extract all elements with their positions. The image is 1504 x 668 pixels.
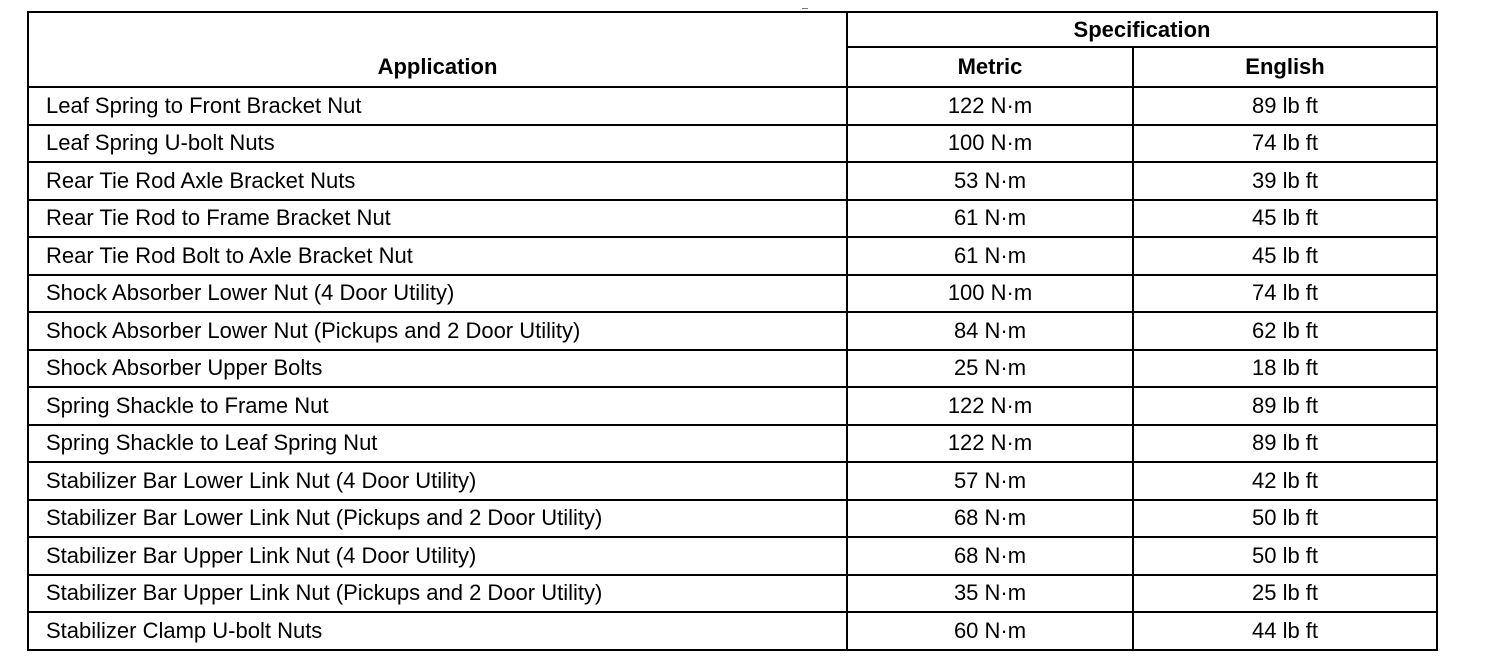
application-cell: Shock Absorber Lower Nut (4 Door Utility) — [28, 275, 847, 313]
table-row — [28, 350, 1437, 388]
application-cell: Rear Tie Rod Axle Bracket Nuts — [28, 162, 847, 200]
english-value-cell: 45 lb ft — [1133, 237, 1437, 275]
metric-value-cell: 68 N·m — [847, 537, 1133, 575]
table-row — [28, 575, 1437, 613]
english-value-cell: 50 lb ft — [1133, 537, 1437, 575]
english-value-cell: 89 lb ft — [1133, 425, 1437, 463]
english-value-cell: 18 lb ft — [1133, 350, 1437, 388]
metric-value-cell: 60 N·m — [847, 612, 1133, 650]
english-value-cell: 62 lb ft — [1133, 312, 1437, 350]
metric-value-cell: 35 N·m — [847, 575, 1133, 613]
application-header: Application — [28, 12, 847, 87]
metric-value-cell: 122 N·m — [847, 387, 1133, 425]
english-value-cell: 89 lb ft — [1133, 387, 1437, 425]
application-cell: Stabilizer Bar Upper Link Nut (4 Door Utility) — [28, 537, 847, 575]
application-cell: Spring Shackle to Frame Nut — [28, 387, 847, 425]
english-value-cell: 74 lb ft — [1133, 125, 1437, 163]
application-cell: Shock Absorber Lower Nut (Pickups and 2 Door Utility) — [28, 312, 847, 350]
english-value-cell: 25 lb ft — [1133, 575, 1437, 613]
metric-header: Metric — [847, 47, 1133, 87]
metric-value-cell: 122 N·m — [847, 87, 1133, 125]
metric-value-cell: 61 N·m — [847, 200, 1133, 238]
table-row — [28, 537, 1437, 575]
application-cell: Stabilizer Bar Upper Link Nut (Pickups and 2 Door Utility) — [28, 575, 847, 613]
english-header: English — [1133, 47, 1437, 87]
application-cell: Stabilizer Bar Lower Link Nut (4 Door Utility) — [28, 462, 847, 500]
table-row — [28, 612, 1437, 650]
application-cell: Rear Tie Rod Bolt to Axle Bracket Nut — [28, 237, 847, 275]
table-header — [28, 12, 1437, 87]
metric-value-cell: 84 N·m — [847, 312, 1133, 350]
application-cell: Leaf Spring U-bolt Nuts — [28, 125, 847, 163]
table-row — [28, 237, 1437, 275]
english-value-cell: 39 lb ft — [1133, 162, 1437, 200]
table-row — [28, 87, 1437, 125]
metric-value-cell: 25 N·m — [847, 350, 1133, 388]
english-value-cell: 89 lb ft — [1133, 87, 1437, 125]
metric-value-cell: 68 N·m — [847, 500, 1133, 538]
application-cell: Rear Tie Rod to Frame Bracket Nut — [28, 200, 847, 238]
table-row — [28, 275, 1437, 313]
application-cell: Shock Absorber Upper Bolts — [28, 350, 847, 388]
english-value-cell: 74 lb ft — [1133, 275, 1437, 313]
metric-value-cell: 53 N·m — [847, 162, 1133, 200]
english-value-cell: 42 lb ft — [1133, 462, 1437, 500]
metric-value-cell: 100 N·m — [847, 275, 1133, 313]
metric-value-cell: 122 N·m — [847, 425, 1133, 463]
scan-mark — [802, 8, 808, 9]
application-cell: Stabilizer Bar Lower Link Nut (Pickups and 2 Door Utility) — [28, 500, 847, 538]
english-value-cell: 45 lb ft — [1133, 200, 1437, 238]
application-cell: Stabilizer Clamp U-bolt Nuts — [28, 612, 847, 650]
table-row — [28, 500, 1437, 538]
table-row — [28, 200, 1437, 238]
metric-value-cell: 57 N·m — [847, 462, 1133, 500]
specification-header: Specification — [847, 12, 1437, 47]
table-row — [28, 125, 1437, 163]
table-row — [28, 312, 1437, 350]
table-body — [28, 87, 1437, 650]
torque-specification-table — [27, 11, 1438, 651]
table-row — [28, 162, 1437, 200]
english-value-cell: 50 lb ft — [1133, 500, 1437, 538]
header-row-top — [28, 12, 1437, 47]
metric-value-cell: 61 N·m — [847, 237, 1133, 275]
table-row — [28, 387, 1437, 425]
table-row — [28, 425, 1437, 463]
application-cell: Spring Shackle to Leaf Spring Nut — [28, 425, 847, 463]
application-cell: Leaf Spring to Front Bracket Nut — [28, 87, 847, 125]
english-value-cell: 44 lb ft — [1133, 612, 1437, 650]
metric-value-cell: 100 N·m — [847, 125, 1133, 163]
table-row — [28, 462, 1437, 500]
